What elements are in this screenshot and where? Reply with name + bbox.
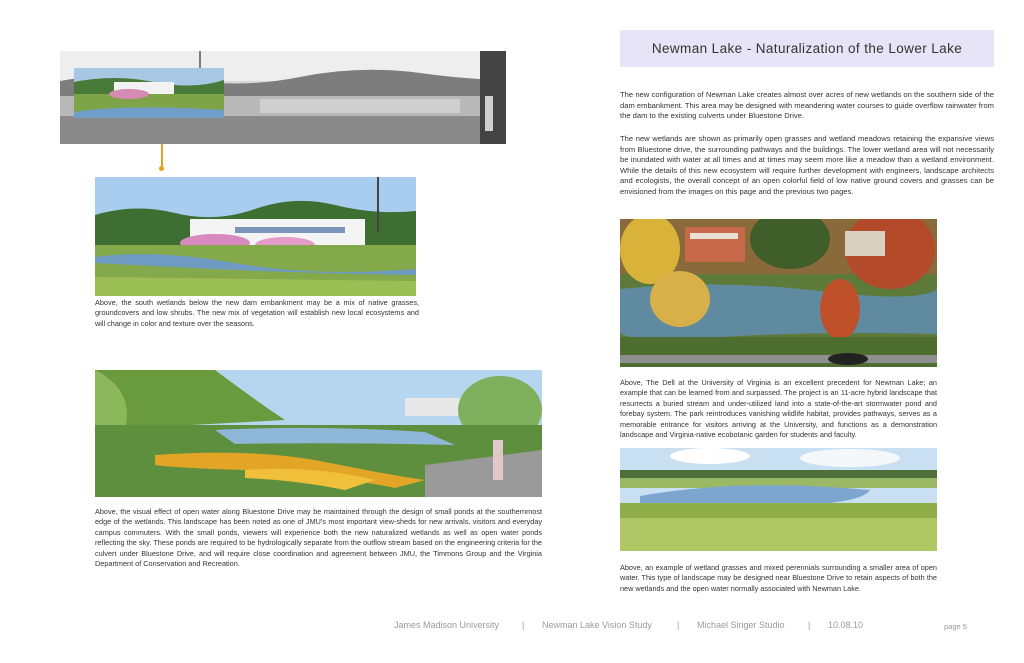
page-title-box [620, 30, 994, 67]
south-wetlands-photo [95, 177, 416, 296]
footer-separator-1: | [522, 620, 525, 630]
footer-date: 10.08.10 [828, 620, 864, 630]
connector-line [161, 144, 163, 168]
open-water-rendering-photo [95, 370, 542, 497]
wetland-grasses-photo [620, 448, 937, 551]
footer-studio: Michael Singer Studio [697, 620, 785, 630]
open-water-caption: Above, the visual effect of open water along Bluestone Drive may be maintained through the design of small ponds at the southernmost edge of the wetlands. This landscape has been noted as one of JMU's most important view-sheds for new arrivals, visitors and everyday campus commuters. With the small ponds, viewers will experience both the new naturalized wetlands as well as open water ponds reflecting the sky. These ponds are required to be hydrologically separate from the outflow stream based on the engineering criteria for the culvert under Bluestone Drive, and will require close coordination and agreement between JMU, the Timmons Group and the Virginia Department of Conservation and Recreation. [95, 507, 542, 569]
the-dell-caption: Above, The Dell at the University of Virginia is an excellent precedent for Newman Lake; an example that can be learned from and surpassed. The project is an 11-acre hybrid landscape that resurrects a buried stream and under-utilized land into a state-of-the-art stormwater pond and forebay system. The park reintroduces vanishing wildlife habitat, provides pathways, serves as a memorable entrance for visitors arriving at the University, and functions as a demonstration landscape and Virginia-native ecobotanic garden for students and faculty. [620, 378, 937, 440]
the-dell-photo [620, 219, 937, 367]
page-title: Newman Lake - Naturalization of the Lower Lake [651, 41, 963, 56]
footer-separator-2: | [677, 620, 680, 630]
wetland-grasses-caption: Above, an example of wetland grasses and mixed perennials surrounding a smaller area of open water. This type of landscape may be designed near Bluestone Drive to retain aspects of both the new wetlands and the open water normally associated with Newman Lake. [620, 563, 937, 593]
intro-paragraph-2: The new wetlands are shown as primarily open grasses and wetland meadows retaining the expansive views from Bluestone drive, the surrounding pathways and the buildings. The lower wetland area will not necessarily be inundated with water at all times and at times may seem more like a meadow than a wetland environment. While the details of this new ecosystem will require further development with engineers, landscape architects and ecologists, the overall concept of an open colorful field of low native ground covers and grasses can be envisioned from the images on this page and the previous two pages. [620, 134, 994, 196]
intro-paragraph-1: The new configuration of Newman Lake creates almost over acres of new wetlands on the southern side of the dam embankment. This area may be designed with meandering water courses to guide overflow rainwater from the dam to the existing culverts under Bluestone Drive. [620, 90, 994, 121]
connector-dot [159, 166, 164, 171]
south-wetlands-caption: Above, the south wetlands below the new dam embankment may be a mix of native grasses, groundcovers and low shrubs. The new mix of vegetation will establish new local ecosystems and will change in color and texture over the seasons. [95, 298, 419, 328]
footer-page-number: page 5 [944, 622, 967, 631]
footer-org: James Madison University [394, 620, 500, 630]
color-inset-photo [74, 68, 224, 118]
footer-separator-3: | [808, 620, 811, 630]
footer-study: Newman Lake Vision Study [542, 620, 652, 630]
